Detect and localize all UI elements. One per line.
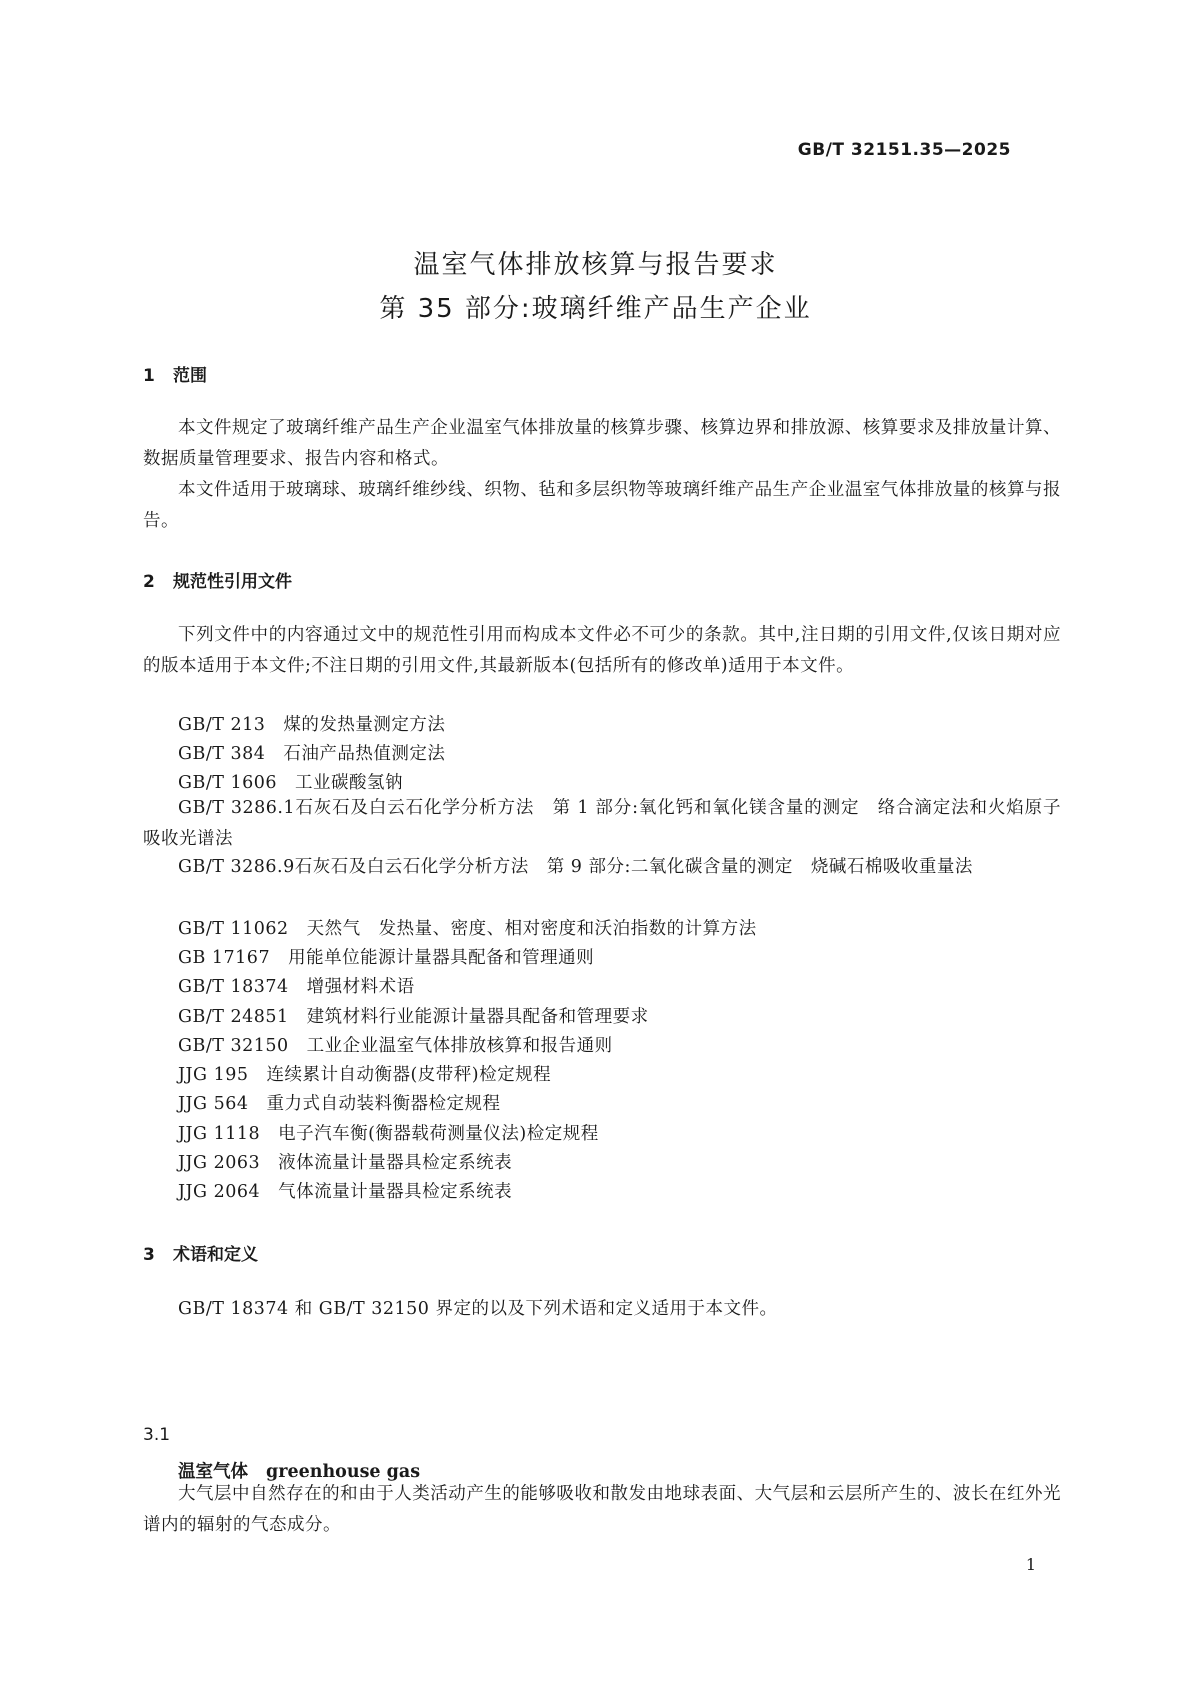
reference-item: GB/T 24851 建筑材料行业能源计量器具配备和管理要求	[178, 1007, 649, 1027]
section-number: 1	[143, 366, 155, 386]
term-chinese: 温室气体	[178, 1462, 248, 1482]
reference-item: GB/T 32150 工业企业温室气体排放核算和报告通则	[178, 1036, 613, 1056]
reference-item: GB/T 11062 天然气 发热量、密度、相对密度和沃泊指数的计算方法	[178, 919, 757, 939]
page-number: 1	[1025, 1555, 1036, 1574]
section-1-body	[143, 413, 1061, 537]
reference-item: JJG 1118 电子汽车衡(衡器载荷测量仪法)检定规程	[178, 1124, 599, 1144]
reference-item: GB/T 1606 工业碳酸氢钠	[178, 773, 404, 793]
term-number: 3.1	[143, 1425, 171, 1445]
paragraph: 本文件规定了玻璃纤维产品生产企业温室气体排放量的核算步骤、核算边界和排放源、核算要求及排放量计算、数据质量管理要求、报告内容和格式。	[143, 418, 1061, 469]
section-1-heading	[143, 361, 207, 386]
standard-number: GB/T 32151.35—2025	[797, 140, 1011, 160]
section-3-heading	[143, 1240, 258, 1265]
section-number: 2	[143, 572, 155, 592]
reference-item: JJG 2064 气体流量计量器具检定系统表	[178, 1182, 513, 1202]
term-definition	[143, 1479, 1061, 1541]
paragraph: 下列文件中的内容通过文中的规范性引用而构成本文件必不可少的条款。其中,注日期的引用文件,仅该日期对应的版本适用于本文件;不注日期的引用文件,其最新版本(包括所有的修改单)适用于本文件。	[143, 625, 1061, 676]
document-subtitle: 第 35 部分:玻璃纤维产品生产企业	[379, 294, 812, 324]
reference-item: JJG 195 连续累计自动衡器(皮带秤)检定规程	[178, 1065, 552, 1085]
reference-item: GB/T 3286.9石灰石及白云石化学分析方法 第 9 部分:二氧化碳含量的测定 烧碱石棉吸收重量法	[178, 857, 973, 877]
reference-item: GB/T 384 石油产品热值测定法	[178, 744, 446, 764]
section-title: 规范性引用文件	[173, 572, 292, 592]
term-english: greenhouse gas	[266, 1462, 421, 1482]
paragraph: 大气层中自然存在的和由于人类活动产生的能够吸收和散发由地球表面、大气层和云层所产生的、波长在红外光谱内的辐射的气态成分。	[143, 1484, 1061, 1535]
section-2-intro	[143, 620, 1061, 682]
paragraph: 本文件适用于玻璃球、玻璃纤维纱线、织物、毡和多层织物等玻璃纤维产品生产企业温室气体排放量的核算与报告。	[143, 480, 1061, 531]
section-title: 术语和定义	[173, 1245, 258, 1265]
section-number: 3	[143, 1245, 155, 1265]
reference-item: JJG 2063 液体流量计量器具检定系统表	[178, 1153, 513, 1173]
document-title: 温室气体排放核算与报告要求	[413, 250, 778, 280]
reference-item: JJG 564 重力式自动装料衡器检定规程	[178, 1094, 501, 1114]
reference-item: GB/T 3286.1石灰石及白云石化学分析方法 第 1 部分:氧化钙和氧化镁含量的测定 络合滴定法和火焰原子吸收光谱法	[143, 798, 1061, 849]
section-title: 范围	[173, 366, 207, 386]
section-3-intro: GB/T 18374 和 GB/T 32150 界定的以及下列术语和定义适用于本文件。	[178, 1299, 778, 1319]
reference-item: GB/T 213 煤的发热量测定方法	[178, 715, 446, 735]
reference-item: GB/T 18374 增强材料术语	[178, 977, 415, 997]
reference-item: GB 17167 用能单位能源计量器具配备和管理通则	[178, 948, 595, 968]
section-2-heading	[143, 567, 292, 592]
